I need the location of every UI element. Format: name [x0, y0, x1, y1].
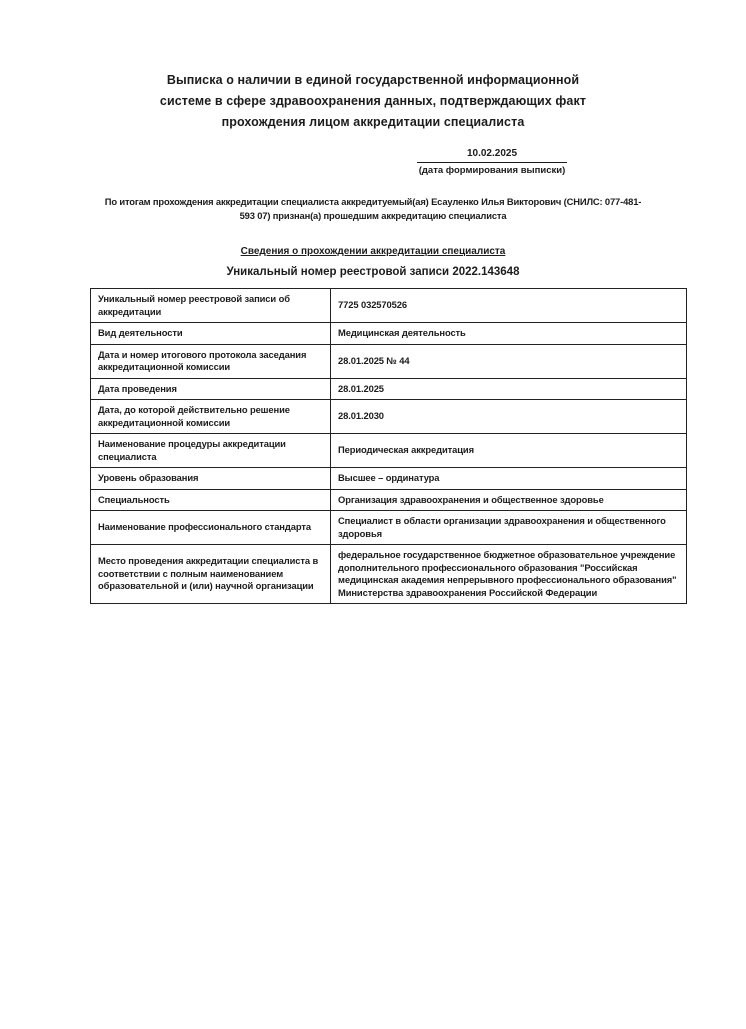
- title-line-1: Выписка о наличии в единой государственной информационной: [166, 73, 580, 87]
- row-value: Высшее – ординатура: [331, 468, 687, 490]
- accreditation-table: [90, 288, 687, 604]
- row-value: Специалист в области организации здравоохранения и общественного здоровья: [331, 511, 687, 545]
- table-row-accreditation-place: [91, 545, 687, 604]
- section-heading: Сведения о прохождении аккредитации специалиста: [240, 246, 506, 257]
- table-row-procedure-name: [91, 434, 687, 468]
- table-row-education-level: [91, 468, 687, 490]
- table-row-specialty: [91, 489, 687, 511]
- row-label: Дата проведения: [91, 378, 331, 400]
- row-label: Вид деятельности: [91, 323, 331, 345]
- table-row-protocol: [91, 344, 687, 378]
- intro-line-1: По итогам прохождения аккредитации специалиста аккредитуемый(ая) Есауленко Илья Викторович (СНИЛС: 077-481-: [104, 196, 642, 207]
- row-value: 7725 032570526: [331, 289, 687, 323]
- row-label: Наименование профессионального стандарта: [91, 511, 331, 545]
- row-label: Специальность: [91, 489, 331, 511]
- row-label: Уровень образования: [91, 468, 331, 490]
- row-value: 28.01.2025: [331, 378, 687, 400]
- extract-date: 10.02.2025: [417, 147, 567, 163]
- row-value: федеральное государственное бюджетное образовательное учреждение дополнительного профессионального образования "Российская медицинская академия непрерывного профессионального образования" Министерства здравоохранения Российской Федерации: [331, 545, 687, 604]
- table-row-valid-until: [91, 400, 687, 434]
- title-line-3: прохождения лицом аккредитации специалиста: [221, 115, 525, 129]
- table-row-professional-standard: [91, 511, 687, 545]
- row-value: Организация здравоохранения и общественное здоровье: [331, 489, 687, 511]
- document-title: [53, 70, 693, 133]
- row-value: 28.01.2025 № 44: [331, 344, 687, 378]
- row-value: Медицинская деятельность: [331, 323, 687, 345]
- table-row-registry-number: [91, 289, 687, 323]
- row-value: Периодическая аккредитация: [331, 434, 687, 468]
- intro-line-2: 593 07) признан(а) прошедшим аккредитацию специалиста: [239, 210, 507, 221]
- row-label: Дата и номер итогового протокола заседания аккредитационной комиссии: [91, 344, 331, 378]
- date-block: [417, 147, 567, 177]
- row-label: Место проведения аккредитации специалиста в соответствии с полным наименованием образовательной и (или) научной организации: [91, 545, 331, 604]
- table-row-activity-type: [91, 323, 687, 345]
- extract-date-caption: (дата формирования выписки): [418, 165, 566, 176]
- row-label: Наименование процедуры аккредитации специалиста: [91, 434, 331, 468]
- title-line-2: системе в сфере здравоохранения данных, подтверждающих факт: [159, 94, 587, 108]
- row-label: Дата, до которой действительно решение аккредитационной комиссии: [91, 400, 331, 434]
- registry-number-heading: Уникальный номер реестровой записи 2022.143648: [226, 266, 520, 278]
- table-row-date-held: [91, 378, 687, 400]
- row-label: Уникальный номер реестровой записи об аккредитации: [91, 289, 331, 323]
- row-value: 28.01.2030: [331, 400, 687, 434]
- intro-paragraph: [43, 195, 703, 223]
